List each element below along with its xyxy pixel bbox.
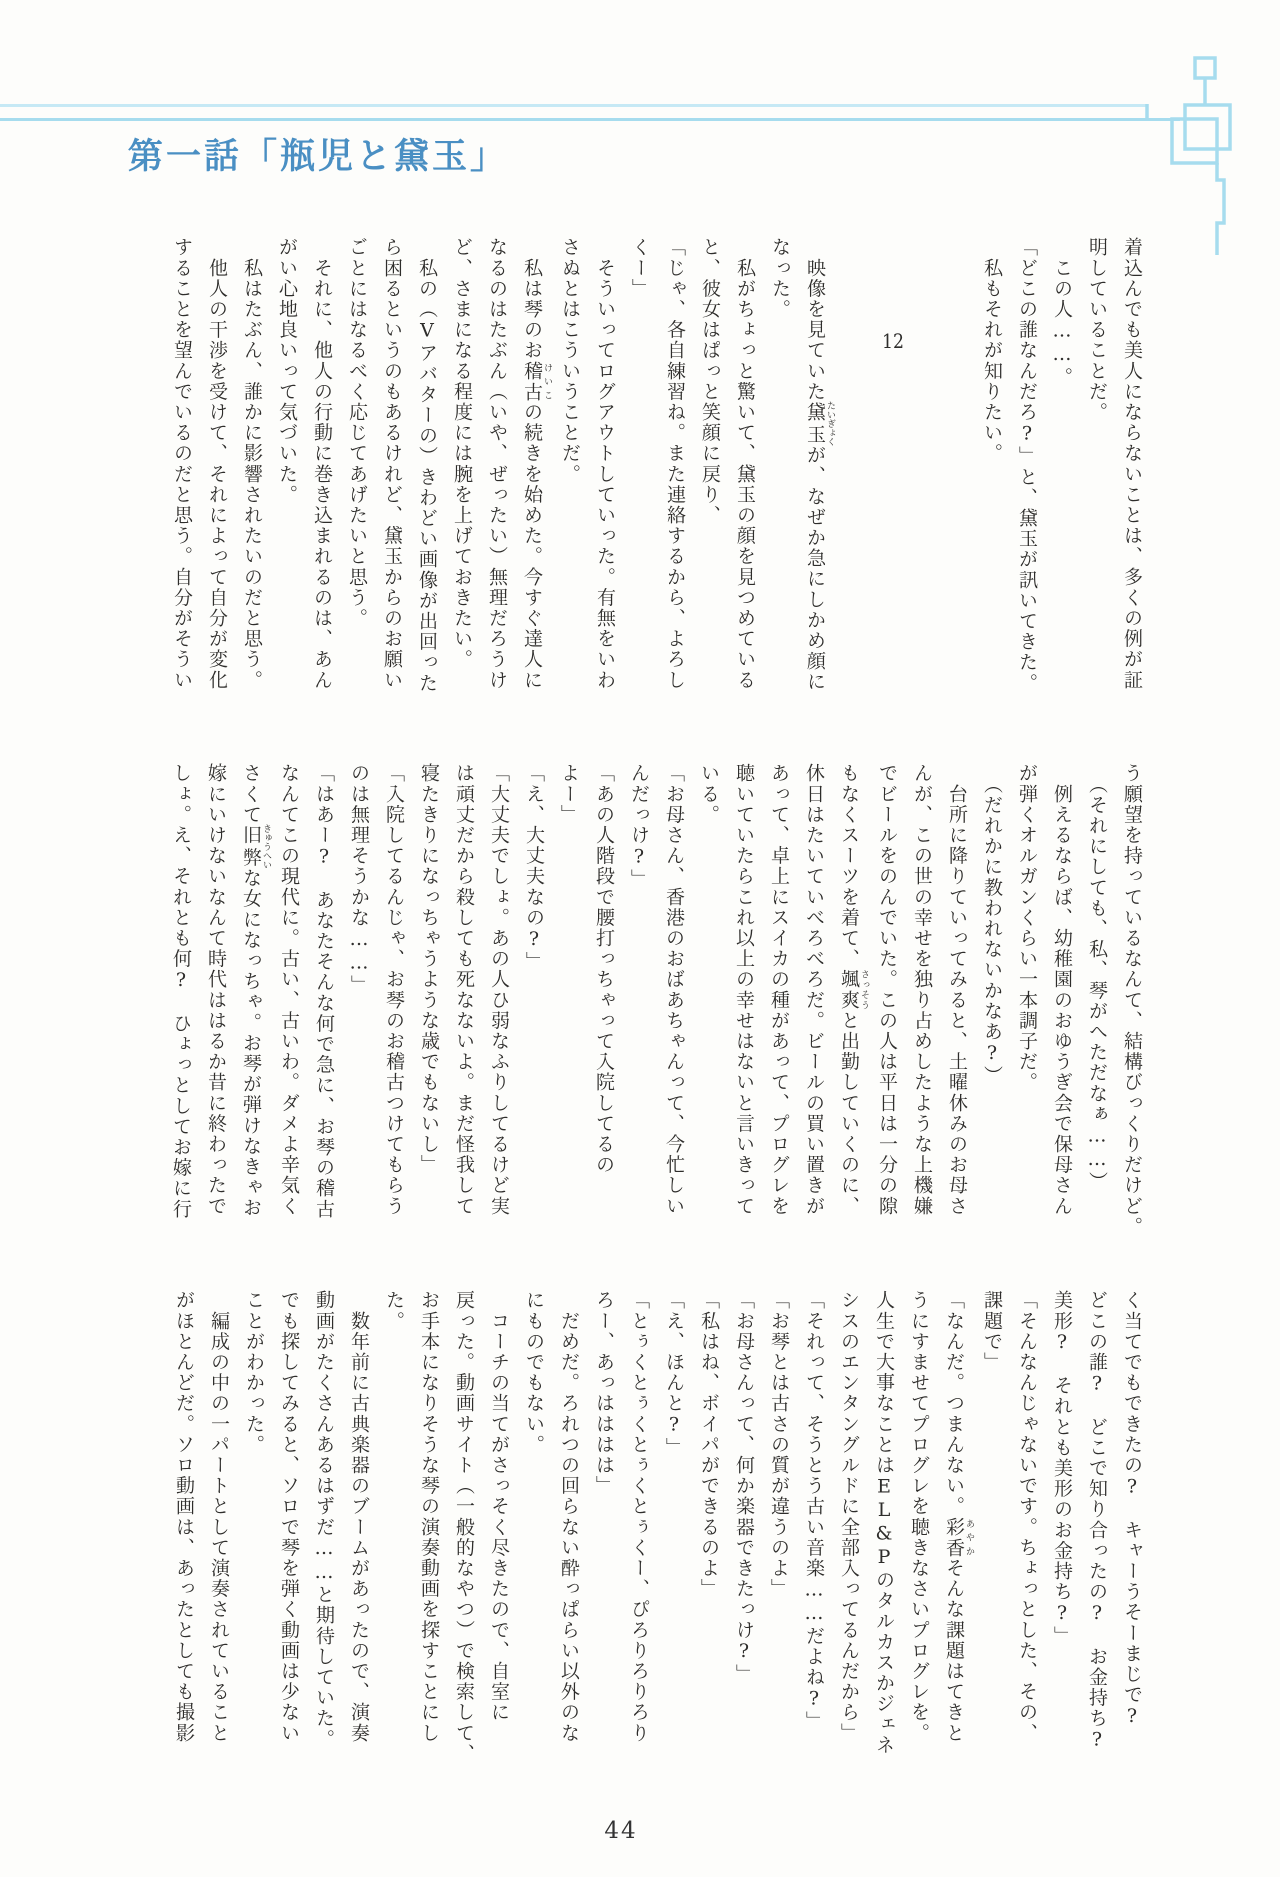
text-column: 映像を見ていた黛玉 たいぎょくが、なぜか急にしかめ顔に xyxy=(804,237,835,693)
text-column: ろー、あっはははは」 xyxy=(593,1290,615,1496)
text-column: た。 xyxy=(383,1290,405,1332)
text-column: 編成の中の一パートとして演奏されていること xyxy=(208,1290,230,1744)
corner-ornament-icon xyxy=(1140,55,1240,260)
text-column: にものでもない。 xyxy=(523,1290,545,1455)
text-column: 「じゃ、各自練習ね。また連絡するから、よろし xyxy=(664,237,686,691)
text-column: くー」 xyxy=(629,237,651,299)
text-column: 「お母さんって、何か楽器できたっけ?」 xyxy=(733,1290,755,1685)
text-column: コーチの当てがさっそく尽きたので、自室に xyxy=(488,1290,510,1723)
text-column: 「お琴とは古さの質が違うのよ」 xyxy=(768,1290,790,1599)
text-column: 「大丈夫でしょ。あの人ひ弱なふりしてるけど実 xyxy=(488,763,510,1217)
text-column: でビールをのんでいた。この人は平日は一分の隙 xyxy=(876,763,898,1217)
text-column: 着込んでも美人にならないことは、多くの例が証 xyxy=(1121,237,1143,691)
text-column: どこの誰? どこで知り合ったの? お金持ち? xyxy=(1086,1290,1108,1753)
text-column: 「とぅくとぅくとぅくとぅくー、ぴろりろりろり xyxy=(628,1290,650,1744)
text-column: 嫁にいけないなんて時代ははるか昔に終わったで xyxy=(205,763,227,1217)
text-column: く当てでもできたの? キャーうそーまじで? xyxy=(1121,1290,1143,1729)
page-number: 44 xyxy=(604,1818,638,1844)
page-title: 第一話「瓶児と黛玉」 xyxy=(128,136,509,178)
text-column: 私がちょっと驚いて、黛玉の顔を見つめている xyxy=(734,237,756,691)
text-column: この人……。 xyxy=(1051,237,1073,388)
text-column: がい心地良いって気づいた。 xyxy=(276,237,298,505)
text-column: そういってログアウトしていった。有無をいわ xyxy=(594,237,616,691)
text-column: 聴いていたらこれ以上の幸せはないと言いきって xyxy=(733,763,755,1217)
text-tier-2 xyxy=(163,763,1149,1237)
text-tier-1 xyxy=(164,237,1149,695)
text-column: なるのはたぶん（いや、ぜったい）無理だろうけ xyxy=(486,237,508,691)
text-column: 私はたぶん、誰かに影響されたいのだと思う。 xyxy=(241,237,263,691)
text-column: うにすませてプログレを聴きなさいプログレを。 xyxy=(908,1290,930,1744)
text-column: さくて旧弊 きゅうへいな女になっちゃ。お琴が弾けなきゃお xyxy=(240,763,271,1219)
text-column: だめだ。ろれつの回らない酔っぱらい以外のな xyxy=(558,1290,580,1744)
section-number: 12 xyxy=(882,331,904,351)
text-column: 戻った。動画サイト（一般的なやつ）で検索して、 xyxy=(453,1290,475,1764)
text-column: のは無理そうかな……」 xyxy=(348,763,370,996)
text-column: あって、卓上にスイカの種があって、プログレを xyxy=(768,763,790,1217)
text-column: 「はあー? あなたそんな何で急に、お琴の稽古 xyxy=(313,763,335,1220)
text-column: することを望んでいるのだと思う。自分がそうい xyxy=(171,237,193,691)
text-column: う願望を持っているなんて、結構びっくりだけど。 xyxy=(1121,763,1143,1237)
text-column: 「え、大丈夫なの?」 xyxy=(523,763,545,972)
text-column: 寝たきりになっちゃうような歳でもないし」 xyxy=(418,763,440,1175)
text-column: 人生で大事なことはEL&Pのタルカスかジェネ xyxy=(873,1290,895,1756)
text-column: 私もそれが知りたい。 xyxy=(981,237,1003,464)
text-tier-3 xyxy=(166,1290,1149,1764)
text-column: 「私はね、ボイパができるのよ」 xyxy=(698,1290,720,1599)
text-column: ど、さまになる程度には腕を上げておきたい。 xyxy=(451,237,473,670)
text-column: よー」 xyxy=(558,763,580,825)
text-column: と、彼女はぱっと笑顔に戻り、 xyxy=(699,237,721,526)
text-column: 動画がたくさんあるはずだ……と期待していた。 xyxy=(313,1290,335,1750)
header-rule-light xyxy=(0,104,1147,107)
text-column: が弾くオルガンくらい一本調子だ。 xyxy=(1016,763,1038,1093)
text-column: なんてこの現代に。古い、古いわ。ダメよ辛気く xyxy=(278,763,300,1217)
text-column: 課題で」 xyxy=(981,1290,1003,1373)
text-column: お手本になりそうな琴の演奏動画を探すことにし xyxy=(418,1290,440,1744)
text-column: 「どこの誰なんだろ?」と、黛玉が訊いてきた。 xyxy=(1016,237,1038,694)
text-column: ことがわかった。 xyxy=(243,1290,265,1455)
text-column: （それにしても、私、琴がへただなぁ……） xyxy=(1086,763,1108,1193)
text-column: シスのエンタングルドに全部入ってるんだから」 xyxy=(838,1290,860,1744)
text-column: もなくスーツを着て、颯爽 さっそうと出勤していくのに、 xyxy=(838,763,869,1217)
text-column: は頑丈だから殺しても死なないよ。まだ怪我して xyxy=(453,763,475,1217)
text-column: 休日はたいていべろべろだ。ビールの買い置きが xyxy=(803,763,825,1217)
text-column: がほとんどだ。ソロ動画は、あったとしても撮影 xyxy=(173,1290,195,1744)
text-column: いる。 xyxy=(698,763,720,825)
text-column: ら困るというのもあるけれど、黛玉からのお願い xyxy=(381,237,403,691)
text-column: それに、他人の行動に巻き込まれるのは、あん xyxy=(311,237,333,691)
text-column: でも探してみると、ソロで琴を弾く動画は少ない xyxy=(278,1290,300,1744)
text-column: （だれかに教われないかなあ?） xyxy=(981,763,1003,1087)
text-column: 「それって、そうとう古い音楽……だよね?」 xyxy=(803,1290,825,1732)
text-column: 美形? それとも美形のお金持ち?」 xyxy=(1051,1290,1073,1647)
text-column: さぬとはこういうことだ。 xyxy=(559,237,581,485)
text-column: 明していることだ。 xyxy=(1086,237,1108,423)
text-column: 数年前に古典楽器のブームがあったので、演奏 xyxy=(348,1290,370,1744)
text-column: んだっけ?」 xyxy=(628,763,650,890)
text-column: んが、この世の幸せを独り占めしたような上機嫌 xyxy=(911,763,933,1217)
text-column: ごとにはなるべく応じてあげたいと思う。 xyxy=(346,237,368,629)
text-column: 「なんだ。つまんない。彩香 あやかそんな課題はてきと xyxy=(943,1290,974,1744)
header-rule xyxy=(0,118,1180,121)
text-column: しょ。え、それとも何? ひょっとしてお嫁に行 xyxy=(170,763,192,1220)
text-column: 「そんなんじゃないです。ちょっとした、その、 xyxy=(1016,1290,1038,1744)
text-column: 私の（Vアバターの）きわどい画像が出回った xyxy=(416,237,438,694)
text-column: 「入院してるんじゃ、お琴のお稽古つけてもらう xyxy=(383,763,405,1217)
text-column: 私は琴のお稽古 けいこの続きを始めた。今すぐ達人に xyxy=(521,237,552,691)
text-column: 例えるならば、幼稚園のおゆうぎ会で保母さん xyxy=(1051,763,1073,1217)
text-column: 「お母さん、香港のおばあちゃんって、今忙しい xyxy=(663,763,685,1217)
text-column: なった。 xyxy=(769,237,791,320)
text-column: 台所に降りていってみると、土曜休みのお母さ xyxy=(946,763,968,1217)
text-column: 他人の干渉を受けて、それによって自分が変化 xyxy=(206,237,228,691)
text-column: 「え、ほんと?」 xyxy=(663,1290,685,1458)
text-column: 「あの人階段で腰打っちゃって入院してるの xyxy=(593,763,615,1175)
